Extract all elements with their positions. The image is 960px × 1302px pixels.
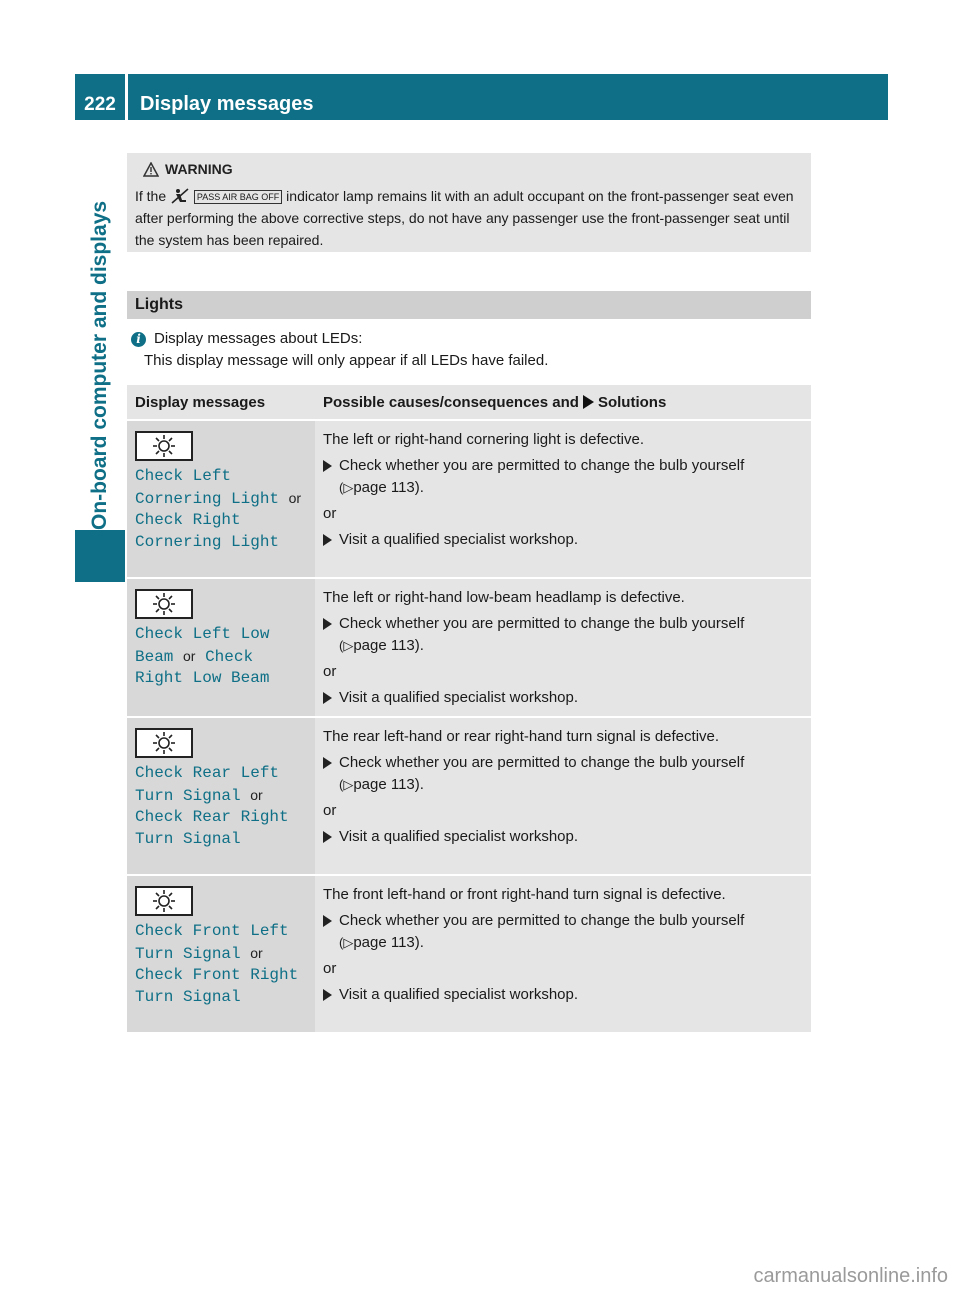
- col-header-causes: Possible causes/consequences and: [323, 393, 579, 411]
- section-title: Lights: [135, 296, 183, 313]
- section-heading-bar: [127, 291, 811, 319]
- airbag-off-lamp: PASS AIR BAG OFF: [194, 190, 282, 204]
- info-line-2: This display message will only appear if all LEDs have failed.: [144, 352, 549, 369]
- display-message-left: Check Rear Left Turn Signal: [135, 764, 280, 805]
- solution-step: [323, 455, 803, 499]
- step-text: Visit a qualified specialist workshop.: [339, 531, 579, 548]
- solution-step: [323, 529, 803, 551]
- col-header-solutions-label: Solutions: [597, 393, 667, 411]
- cause-text: The rear left-hand or rear right-hand turn signal is defective.: [323, 728, 720, 745]
- col-header-messages: Display messages: [127, 385, 315, 419]
- table-header-row: [127, 385, 811, 419]
- page-number: 222: [84, 94, 116, 115]
- solution-cell: [315, 421, 811, 577]
- chapter-marker: [75, 530, 125, 582]
- footer-watermark: carmanualsonline.info: [753, 1265, 948, 1287]
- display-message-right: Check Front Right Turn Signal: [135, 966, 299, 1006]
- solution-step: [323, 687, 803, 709]
- message-cell: [127, 579, 315, 716]
- or-label: or: [288, 489, 302, 506]
- header-divider: [125, 74, 128, 120]
- step-arrow-icon: [323, 692, 332, 704]
- page-reference[interactable]: [339, 934, 424, 951]
- display-message-left: Check Front Left Turn Signal: [135, 922, 289, 963]
- cause-text: The left or right-hand low-beam headlamp is defective.: [323, 589, 685, 606]
- cause-text: The front left-hand or front right-hand turn signal is defective.: [323, 886, 726, 903]
- or-text: or: [323, 802, 337, 819]
- display-message-right: Check Right Low Beam: [135, 647, 270, 687]
- step-text: Visit a qualified specialist workshop.: [339, 689, 579, 706]
- step-text: Check whether you are permitted to change the bulb yourself: [339, 615, 745, 632]
- solution-cell: [315, 579, 811, 716]
- warning-text: [135, 185, 805, 251]
- warning-label: WARNING: [165, 161, 233, 177]
- page-reference-text[interactable]: page 113).: [353, 479, 424, 496]
- solution-cell: [315, 718, 811, 874]
- solution-step: [323, 984, 803, 1006]
- display-message-right: Check Right Cornering Light: [135, 511, 280, 551]
- step-arrow-icon: [323, 757, 332, 769]
- bulb-warning-icon: [135, 589, 193, 619]
- or-text: or: [323, 960, 337, 977]
- passenger-seat-icon: [170, 188, 190, 204]
- step-text: Check whether you are permitted to change the bulb yourself: [339, 457, 745, 474]
- step-arrow-icon: [323, 831, 332, 843]
- info-icon: i: [131, 332, 146, 347]
- step-text: Check whether you are permitted to change the bulb yourself: [339, 912, 745, 929]
- bulb-warning-icon: [135, 886, 193, 916]
- solution-cell: [315, 876, 811, 1032]
- solution-step: [323, 613, 803, 657]
- info-line-1: Display messages about LEDs:: [154, 330, 363, 347]
- chapter-tab: On-board computer and displays: [88, 200, 111, 530]
- step-text: Visit a qualified specialist workshop.: [339, 828, 579, 845]
- col-header-solutions: [315, 385, 811, 419]
- step-text: Check whether you are permitted to change the bulb yourself: [339, 754, 745, 771]
- warning-box: [127, 153, 811, 252]
- info-note: [131, 328, 548, 372]
- display-message-right: Check Rear Right Turn Signal: [135, 808, 289, 848]
- step-arrow-icon: [323, 618, 332, 630]
- solution-step: [323, 826, 803, 848]
- warning-triangle-icon: [143, 162, 159, 177]
- warning-text-start: If the: [135, 188, 167, 204]
- step-arrow-icon: [323, 989, 332, 1001]
- page-reference-text[interactable]: page 113).: [353, 776, 424, 793]
- or-label: or: [183, 647, 196, 664]
- step-arrow-icon: [323, 460, 332, 472]
- display-message-left: Check Left Low Beam: [135, 625, 270, 666]
- table-row: [127, 421, 811, 577]
- solution-arrow-icon: [583, 395, 594, 409]
- table-row: [127, 579, 811, 716]
- or-label: or: [250, 786, 263, 803]
- page-reference-text[interactable]: page 113).: [353, 637, 424, 654]
- step-arrow-icon: [323, 534, 332, 546]
- step-text: Visit a qualified specialist workshop.: [339, 986, 579, 1003]
- or-text: or: [323, 663, 337, 680]
- bulb-warning-icon: [135, 728, 193, 758]
- table-row: [127, 876, 811, 1032]
- message-cell: [127, 876, 315, 1032]
- step-arrow-icon: [323, 915, 332, 927]
- page-reference-text[interactable]: page 113).: [353, 934, 424, 951]
- warning-heading: [143, 158, 233, 180]
- message-cell: [127, 718, 315, 874]
- or-label: or: [250, 944, 263, 961]
- solution-step: [323, 752, 803, 796]
- display-messages-table: [127, 383, 811, 1034]
- page-reference[interactable]: [339, 776, 424, 793]
- page-reference[interactable]: [339, 479, 424, 496]
- message-cell: [127, 421, 315, 577]
- page-reference[interactable]: [339, 637, 424, 654]
- bulb-warning-icon: [135, 431, 193, 461]
- page-title: Display messages: [140, 93, 314, 115]
- cause-text: The left or right-hand cornering light is defective.: [323, 431, 644, 448]
- display-message-left: Check Left Cornering Light: [135, 467, 280, 508]
- or-text: or: [323, 505, 337, 522]
- solution-step: [323, 910, 803, 954]
- warning-text-end: indicator lamp remains lit with an adult occupant on the front-passenger seat even after performing the above corrective steps, do not have any passenger use the front-passenger seat until the system has been repaired.: [135, 188, 794, 248]
- table-row: [127, 718, 811, 874]
